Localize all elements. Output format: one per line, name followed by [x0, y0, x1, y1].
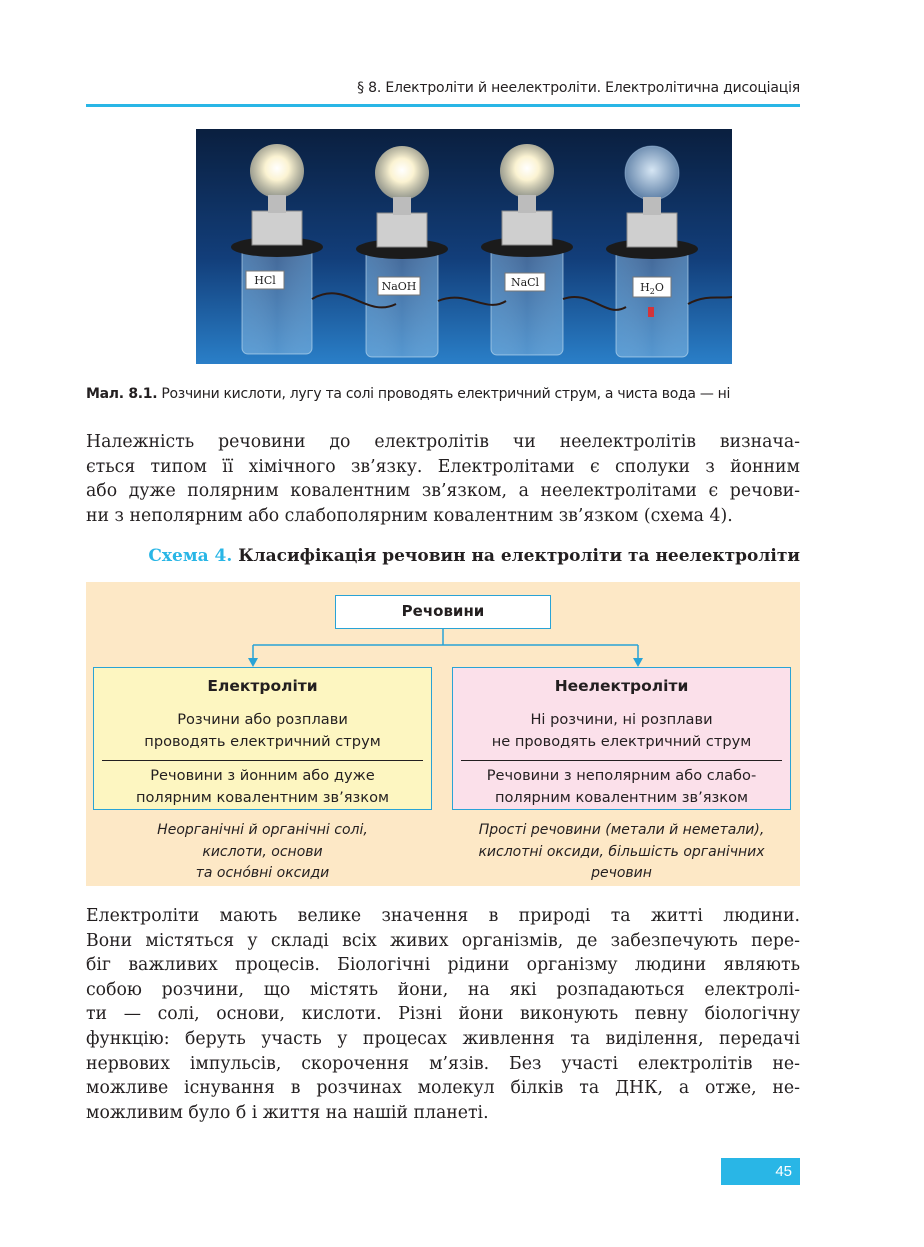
text-line: собою розчини, що містять йони, на які розпадаються електролі- — [86, 979, 800, 1000]
arrow-left-icon — [248, 658, 258, 667]
text-line: ти — солі, основи, кислоти. Різні йони виконують певну біологічну — [86, 1004, 800, 1025]
text-line: функцію: беруть участь у процесах живлення та виділення, передачі — [86, 1028, 800, 1049]
caption-text: Розчини кислоти, лугу та солі проводять електричний струм, а чиста вода — ні — [157, 386, 731, 402]
box-divider — [461, 760, 782, 761]
page-number: 45 — [721, 1158, 800, 1185]
example-line: речовин — [591, 865, 652, 881]
header-rule — [86, 104, 800, 107]
text-line: нервових імпульсів, скорочення м’язів. Без участі електролітів не- — [86, 1053, 800, 1074]
label-nacl: NaCl — [510, 276, 540, 289]
classification-diagram — [86, 582, 800, 886]
figure-caption — [86, 386, 806, 402]
nonelectrolytes-line: не проводять електричний струм — [491, 733, 752, 750]
root-box: Речовини — [335, 595, 551, 629]
electrolytes-examples — [93, 820, 432, 885]
arrow-right-icon — [633, 658, 643, 667]
nonelectrolytes-box — [452, 667, 791, 810]
text-line: ни з неполярним або слабополярним ковалентним зв’язком (схема 4). — [86, 505, 733, 526]
running-header: § 8. Електроліти й неелектроліти. Електролітична дисоціація — [357, 80, 800, 96]
example-line: та осно́вні оксиди — [195, 865, 330, 881]
electrolytes-line: проводять електричний струм — [144, 733, 381, 750]
nonelectrolytes-line: Речовини з неполярним або слабо- — [486, 767, 757, 784]
box-divider — [102, 760, 423, 761]
text-line: або дуже полярним ковалентним зв’язком, а неелектролітами є речови- — [86, 481, 800, 502]
electrolytes-line: полярним ковалентним зв’язком — [135, 789, 390, 806]
text-line: можливе існування в розчинах молекул білків та ДНК, а отже, не- — [86, 1078, 800, 1099]
text-line: Електроліти мають велике значення в природі та житті людини. — [86, 906, 800, 926]
paragraph-2 — [86, 904, 800, 1125]
electrolytes-line: Речовини з йонним або дуже — [150, 767, 375, 784]
electrolytes-box — [93, 667, 432, 810]
nonelectrolytes-line: полярним ковалентним зв’язком — [494, 789, 749, 806]
scheme-title-text: Класифікація речовин на електроліти та неелектроліти — [232, 546, 800, 566]
scheme-title — [86, 546, 800, 566]
text-line: Вони містяться у складі всіх живих організмів, де забезпечують пере- — [86, 930, 800, 951]
experiment-photo — [196, 129, 732, 364]
paragraph-1 — [86, 430, 800, 528]
electrolytes-line: Розчини або розплави — [177, 711, 348, 728]
example-line: Прості речовини (метали й неметали), — [478, 822, 765, 838]
label-h2o: $H_2O$ — [640, 281, 664, 296]
label-hcl: HCl — [254, 274, 276, 287]
text-line: Належність речовини до електролітів чи неелектролітів визнача- — [86, 432, 800, 452]
nonelectrolytes-title: Неелектроліти — [554, 677, 689, 695]
caption-label: Мал. 8.1. — [86, 386, 158, 402]
example-line: Неорганічні й органічні солі, — [157, 822, 368, 838]
example-line: кислотні оксиди, більшість органічних — [478, 843, 765, 860]
text-line: можливим було б і життя на нашій планеті. — [86, 1102, 489, 1123]
text-line: біг важливих процесів. Біологічні рідини організму людини являють — [86, 955, 800, 976]
nonelectrolytes-examples — [452, 820, 791, 885]
scheme-number: Схема 4. — [148, 546, 233, 566]
nonelectrolytes-line: Ні розчини, ні розплави — [530, 711, 713, 728]
example-line: кислоти, основи — [202, 843, 323, 860]
text-line: ється типом її хімічного зв’язку. Електролітами є сполуки з йонним — [86, 456, 800, 477]
electrolytes-title: Електроліти — [207, 677, 318, 695]
label-naoh: NaOH — [381, 280, 417, 293]
